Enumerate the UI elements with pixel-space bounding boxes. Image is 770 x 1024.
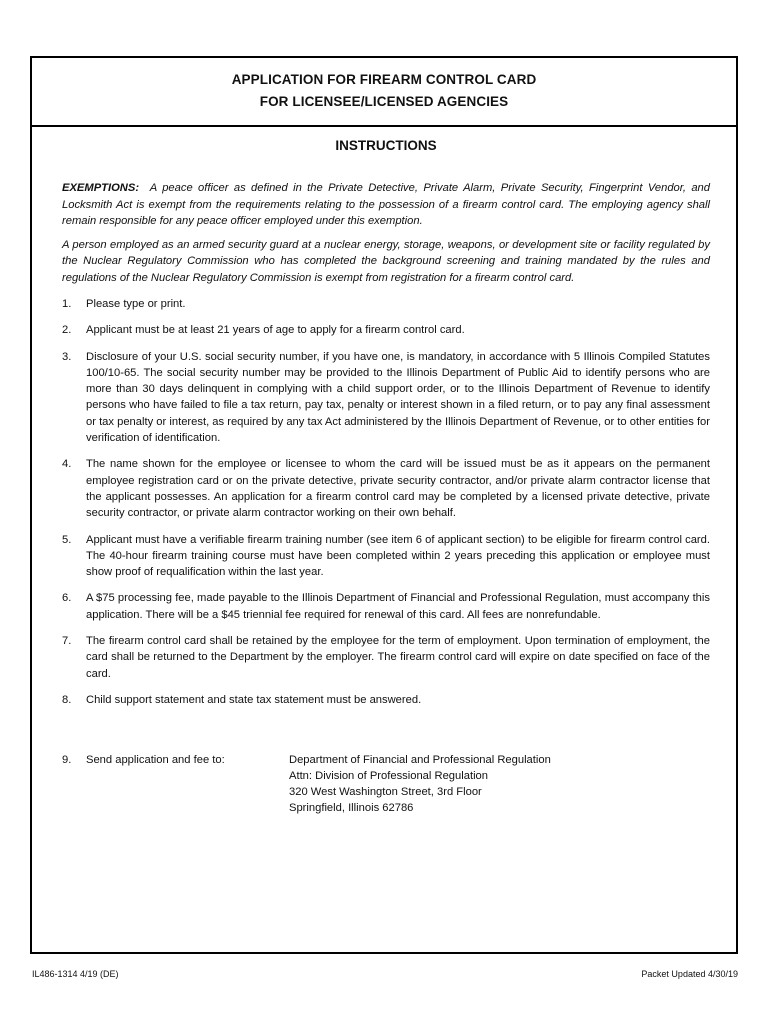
list-item [62,590,710,623]
mailing-address [289,752,551,816]
send-label: Send application and fee to: [86,754,225,767]
list-item [62,296,710,312]
instruction-list [62,296,710,708]
exemptions-paragraph [62,180,710,230]
item-text: Applicant must have a verifiable firearm training number (see item 6 of applicant section) to be eligible for firearm control card. The 40-hour firearm training course must have been completed within 2 years preceding this application or employee must show proof of requalification within the last year. [86,533,710,579]
instructions-heading: INSTRUCTIONS [335,138,437,153]
form-frame [30,56,738,954]
item-text: The name shown for the employee or licensee to whom the card will be issued must be as it appears on the permanent employee registration card or on the private detective, private security contractor, and/or private alarm contractor license that the applicant possesses. An application for a firearm control card may be completed by a licensed private detective, private security contractor, or private alarm contractor working on their own behalf. [86,458,710,520]
address-line: Department of Financial and Professional Regulation [289,754,551,767]
item-text: Child support statement and state tax statement must be answered. [86,693,422,706]
address-line: Springfield, Illinois 62786 [289,802,414,815]
exemptions-text: A peace officer as defined in the Private Detective, Private Alarm, Private Security, Fingerprint Vendor, and Locksmith Act is exempt from the requirements relating to the possession of a firearm control card. The employing agency shall remain responsible for any peace officer employed under this exemption. [62,182,711,227]
list-item [62,532,710,581]
form-subtitle: FOR LICENSEE/LICENSED AGENCIES [259,94,509,109]
list-item [62,349,710,447]
item-text: Disclosure of your U.S. social security number, if you have one, is mandatory, in accordance with 5 Illinois Compiled Statutes 100/10-65. The social security number may be provided to the Illinois Department of Public Aid to identify persons who are more than 30 days delinquent in complying with a child support order, or to the Illinois Department of Revenue to identify persons who have failed to file a tax return, pay tax, penalty or interest shown in a filed return, or to pay any final assessment or tax penalty or interest, as required by any tax Act administered by the Illinois Department of Revenue, or to other entities for verification of identification. [86,350,710,445]
item-text: Applicant must be at least 21 years of age to apply for a firearm control card. [86,324,465,337]
item-number: 3. [62,350,72,363]
address-line: Attn: Division of Professional Regulation [289,770,488,783]
packet-updated-date: Packet Updated 4/30/19 [641,969,738,979]
instructions-content [32,127,736,816]
item-number: 2. [62,324,72,337]
item-number: 1. [62,298,72,310]
title-block [32,58,736,127]
form-title: APPLICATION FOR FIREARM CONTROL CARD [231,72,537,87]
item-text: Please type or print. [86,298,186,310]
item-text: A $75 processing fee, made payable to the Illinois Department of Financial and Professional Regulation, must accompany this application. There will be a $45 triennial fee required for renewal of this card. All fees are nonrefundable. [86,592,710,621]
list-item [62,633,710,682]
item-number: 5. [62,533,72,546]
item-text: The firearm control card shall be retained by the employee for the term of employment. Upon termination of employment, the card shall be returned to the Department by the employer. The firearm control card will expire on date specified on face of the card. [86,635,710,680]
send-application-row [62,752,710,816]
nuclear-exemption-paragraph: A person employed as an armed security guard at a nuclear energy, storage, weapons, or development site or facility regulated by the Nuclear Regulatory Commission who has completed the background screening and training mandated by the rules and regulations of the Nuclear Regulatory Commission is exempt from registration for a firearm control card. [62,238,710,284]
item-number: 4. [62,458,72,471]
item-number: 9. [62,754,72,767]
list-item [62,456,710,521]
item-number: 8. [62,693,72,706]
item-number: 6. [62,592,72,605]
address-line: 320 West Washington Street, 3rd Floor [289,786,482,799]
form-number: IL486-1314 4/19 (DE) [32,969,119,979]
exemptions-label: EXEMPTIONS: [62,182,140,194]
list-item [62,322,710,338]
item-number: 7. [62,635,72,648]
list-item [62,692,710,708]
